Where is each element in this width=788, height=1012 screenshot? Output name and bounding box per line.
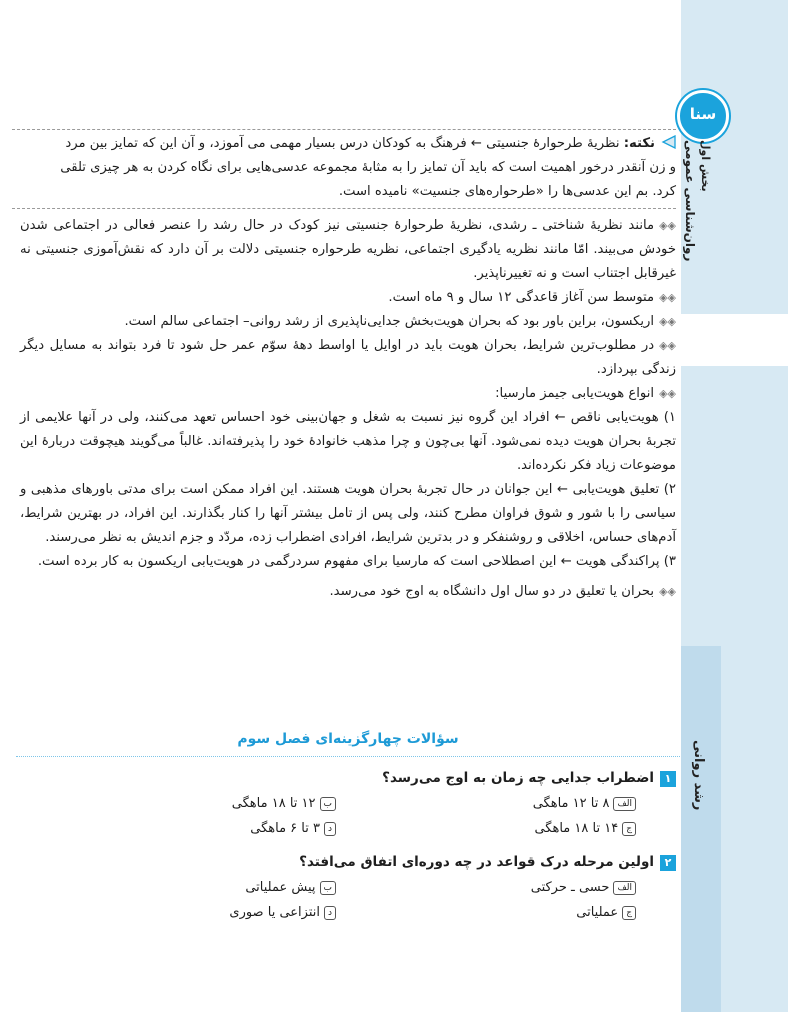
option-text: پیش عملیاتی <box>245 880 316 895</box>
paragraph-text: انواع هویت‌یابی جیمز مارسیا: <box>495 386 655 401</box>
question-text: اولین مرحله درک قواعد در چه دوره‌ای اتفاق می‌افتد؟ <box>299 854 654 870</box>
option-a[interactable] <box>533 796 636 811</box>
identity-type-1 <box>20 406 676 478</box>
option-d[interactable] <box>250 821 336 836</box>
option-b[interactable] <box>232 796 336 811</box>
question-text: اضطراب جدایی چه زمان به اوج می‌رسد؟ <box>382 770 654 786</box>
identity-type-head: ۲) تعلیق هویت‌یابی ← <box>557 482 676 497</box>
option-c[interactable] <box>576 905 636 920</box>
option-key: د <box>324 906 336 920</box>
paragraph <box>20 334 676 382</box>
identity-type-3 <box>20 550 676 574</box>
paragraph <box>20 214 676 286</box>
identity-type-text: این جوانان در حال تجربهٔ بحران هویت هستند. این افراد ممکن است برای مدتی باورهای مذهبی و سیاسی را با شور و شوق فراوان مطرح کنند، ولی پس از تامل بیشتر آنها را کنار بگذارند. این افراد، در بهترین شرایط، آدم‌های حساس، اخلاقی و روشنفکر و در بدترین شرایط، افرادی اضطراب زده، مردّد و جزم اندیش به نظر می‌رسند. <box>20 482 676 545</box>
question-2 <box>36 854 676 871</box>
option-key: ج <box>622 822 636 836</box>
option-key: ج <box>622 906 636 920</box>
note-line-3: کرد. بم این عدسی‌ها را «طرحواره‌های جنسیت» نامیده است. <box>338 184 676 199</box>
identity-type-text: این اصطلاحی است که مارسیا برای مفهوم سردرگمی در هویت‌یابی اریکسون به کار برده است. <box>37 554 557 569</box>
note-icon <box>660 135 676 149</box>
section-part: بخش اول <box>699 140 712 192</box>
option-text: ۱۴ تا ۱۸ ماهگی <box>534 821 619 836</box>
paragraph <box>20 580 676 604</box>
question-number: ۲ <box>660 855 676 871</box>
sidebar-top-panel <box>681 0 788 314</box>
paragraph-text: اریکسون، براین باور بود که بحران هویت‌بخش جدایی‌ناپذیری از رشد روانی– اجتماعی سالم است. <box>124 314 655 329</box>
option-key: الف <box>613 797 636 811</box>
section-title: روان‌شناسی عمومی <box>683 140 697 262</box>
option-text: ۳ تا ۶ ماهگی <box>250 821 320 836</box>
chapter-band <box>681 646 721 1012</box>
quiz-title: سؤالات چهارگزینه‌ای فصل سوم <box>237 731 459 747</box>
identity-type-head: ۱) هویت‌یابی ناقص ← <box>554 410 677 425</box>
option-c[interactable] <box>534 821 636 836</box>
identity-type-head: ۳) پراکندگی هویت ← <box>560 554 676 569</box>
body-text <box>20 214 676 604</box>
question-1 <box>36 770 676 787</box>
option-a[interactable] <box>531 880 636 895</box>
sidebar-middle-panel <box>681 366 788 646</box>
quiz-title-rule <box>16 756 680 757</box>
option-key: ب <box>320 881 336 895</box>
option-key: ب <box>320 797 336 811</box>
bullet-icon: ◈◈ <box>659 219 676 232</box>
option-d[interactable] <box>229 905 336 920</box>
bullet-icon: ◈◈ <box>659 291 676 304</box>
option-key: الف <box>613 881 636 895</box>
identity-type-text: افراد این گروه نیز نسبت به شغل و جهان‌بینی خود احساس تعهد می‌کنند، ولی در آنها علایمی از تجربهٔ بحران هویت دیده نمی‌شود. آنها بی‌چون و چرا مذهب خانوادهٔ خود را پذیرفته‌اند. غالباً می‌گویند هیچوقت دربارهٔ این موضوعات زیاد فکر نکرده‌اند. <box>20 410 676 473</box>
publisher-logo <box>677 90 729 142</box>
option-text: حسی ـ حرکتی <box>530 880 610 895</box>
sidebar <box>681 0 788 1012</box>
note-line-2: و زن آنقدر درخور اهمیت است که باید آن تمایز را به مثابهٔ مجموعه عدسی‌هایی برای نگاه کردن به هر چیزی تلقی <box>60 160 676 175</box>
note-box <box>20 132 676 204</box>
note-text-1: نظریهٔ طرحوارهٔ جنسیتی ← فرهنگ به کودکان درس بسیار مهمی می آموزد، و آن این که تمایز بین مرد <box>65 136 620 151</box>
bullet-icon: ◈◈ <box>659 339 676 352</box>
paragraph <box>20 382 676 406</box>
note-line-1 <box>20 132 676 156</box>
paragraph <box>20 310 676 334</box>
bullet-icon: ◈◈ <box>659 585 676 598</box>
note-bottom-divider <box>12 208 676 209</box>
option-b[interactable] <box>245 880 336 895</box>
paragraph-text: متوسط سن آغاز قاعدگی ۱۲ سال و ۹ ماه است. <box>388 290 655 305</box>
chapter-title: رشد روانی <box>691 740 706 811</box>
identity-type-2 <box>20 478 676 550</box>
note-label: نکته: <box>623 136 655 151</box>
option-text: عملیاتی <box>576 905 619 920</box>
paragraph <box>20 286 676 310</box>
paragraph-text: در مطلوب‌ترین شرایط، بحران هویت باید در اوایل یا اواسط دههٔ سوّم عمر حل شود تا فرد بتواند به مسایل دیگر زندگی بپردازد. <box>20 338 676 377</box>
page-number-box <box>681 314 788 366</box>
option-text: ۸ تا ۱۲ ماهگی <box>532 796 610 811</box>
sidebar-bottom-panel <box>681 646 788 1012</box>
bullet-icon: ◈◈ <box>659 387 676 400</box>
option-text: ۱۲ تا ۱۸ ماهگی <box>231 796 316 811</box>
note-top-divider <box>12 129 676 130</box>
bullet-icon: ◈◈ <box>659 315 676 328</box>
option-key: د <box>324 822 336 836</box>
paragraph-text: بحران یا تعلیق در دو سال اول دانشگاه به اوج خود می‌رسد. <box>329 584 655 599</box>
paragraph-text: مانند نظریهٔ شناختی ـ رشدی، نظریهٔ طرحوارهٔ جنسیتی نیز کودک در حال رشد را عنصر فعالی در اجتماعی شدن خودش می‌بیند. امّا مانند نظریه یادگیری اجتماعی، نظریه طرحواره جنسیتی دلالت بر آن دارد که نقش‌آموزی جنسیتی نه غیرقابل اجتناب است و نه تغییرناپذیر. <box>20 218 676 281</box>
question-number: ۱ <box>660 771 676 787</box>
option-text: انتزاعی یا صوری <box>229 905 320 920</box>
logo-text: سنا <box>689 105 717 123</box>
